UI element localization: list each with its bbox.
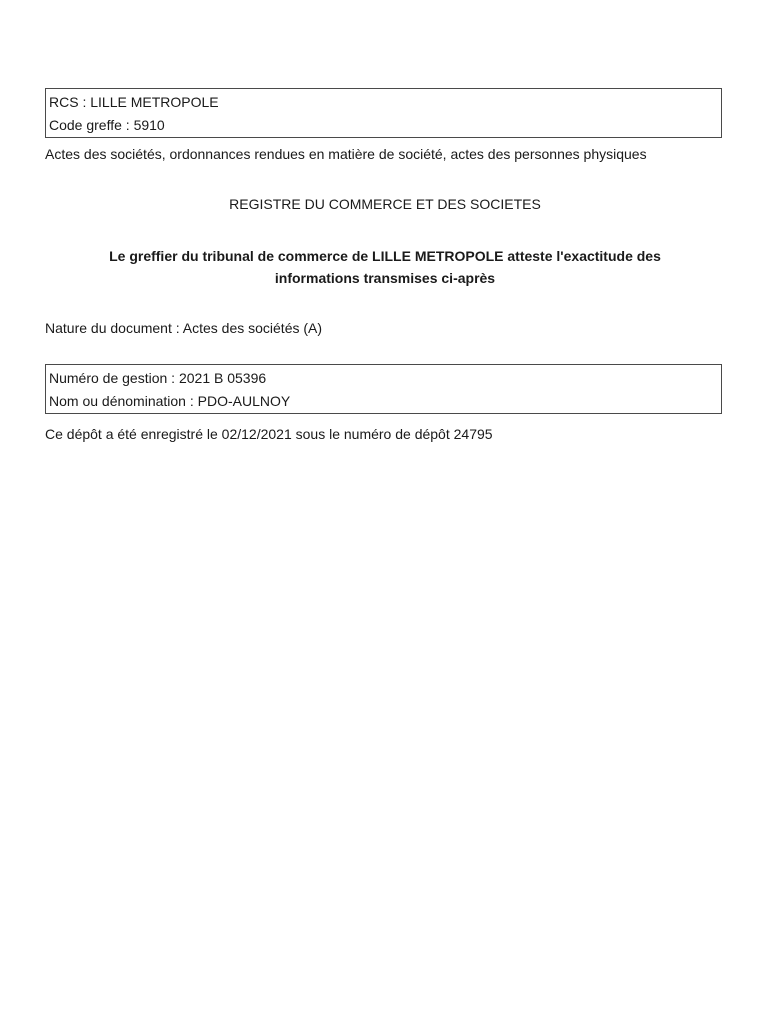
actes-description: Actes des sociétés, ordonnances rendues en matière de société, actes des personnes physiques <box>45 146 647 162</box>
depot-record: Ce dépôt a été enregistré le 02/12/2021 sous le numéro de dépôt 24795 <box>45 426 493 442</box>
attestation-statement <box>40 245 730 289</box>
numero-gestion-label: Numéro de gestion : 2021 B 05396 <box>49 370 267 386</box>
rcs-info-box <box>45 88 722 138</box>
code-greffe-label: Code greffe : 5910 <box>49 117 165 133</box>
registre-title: REGISTRE DU COMMERCE ET DES SOCIETES <box>229 196 541 212</box>
attestation-line-2: informations transmises ci-après <box>274 270 496 286</box>
gestion-info-box <box>45 364 722 414</box>
denomination-label: Nom ou dénomination : PDO-AULNOY <box>49 393 291 409</box>
attestation-line-1: Le greffier du tribunal de commerce de LILLE METROPOLE atteste l'exactitude des <box>109 248 661 264</box>
rcs-label: RCS : LILLE METROPOLE <box>49 94 219 110</box>
nature-document: Nature du document : Actes des sociétés (A) <box>45 320 323 336</box>
